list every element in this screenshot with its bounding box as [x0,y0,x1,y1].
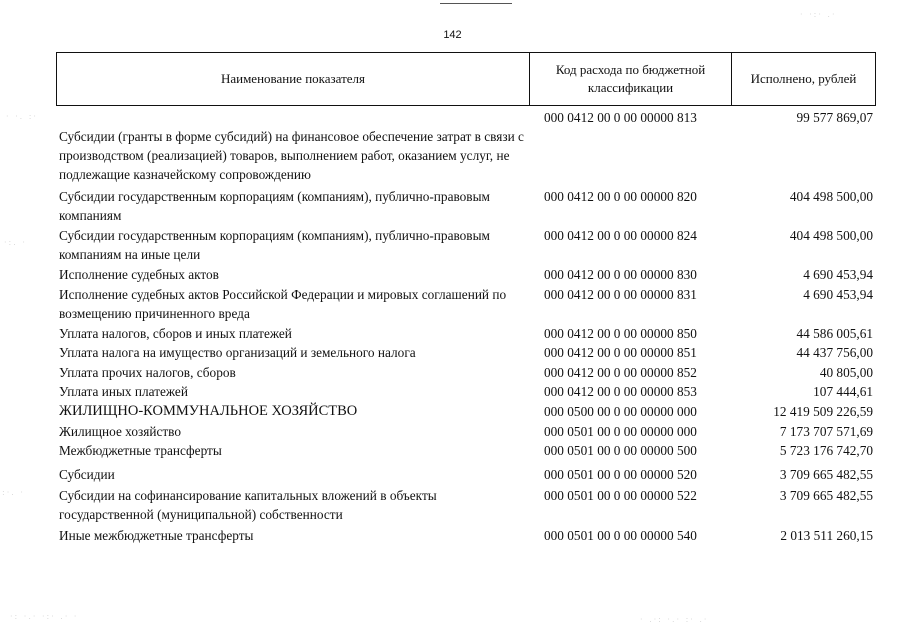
row-name: Субсидии (гранты в форме субсидий) на финансовое обеспечение затрат в связи с производством (реализацией) товаров, выполнением работ, оказанием услуг, не подлежащие казначейскому сопровождению [59,129,524,182]
row-amount: 107 444,61 [813,384,873,399]
row-code: 000 0501 00 0 00 00000 520 [544,467,697,482]
row-amount: 3 709 665 482,55 [779,467,873,482]
row-name: Субсидии государственным корпорациям (компаниям), публично-правовым компаниям на иные цели [59,228,490,262]
row-code: 000 0412 00 0 00 00000 830 [544,267,697,282]
row-amount: 44 437 756,00 [796,345,873,360]
scan-speckle: ·:. · [4,238,27,247]
row-code: 000 0412 00 0 00 00000 831 [544,287,697,302]
row-name: Межбюджетные трансферты [59,443,222,458]
row-code: 000 0412 00 0 00 00000 824 [544,228,697,243]
scan-speckle: :·. · [2,488,25,497]
row-name: Субсидии на софинансирование капитальных вложений в объекты государственной (муниципальной) собственности [59,488,437,522]
row-name: ЖИЛИЩНО-КОММУНАЛЬНОЕ ХОЗЯЙСТВО [59,403,358,419]
row-amount: 40 805,00 [819,365,873,380]
row-amount: 4 690 453,94 [803,287,873,302]
header-amount: Исполнено, рублей [750,71,857,86]
row-amount: 99 577 869,07 [796,110,873,125]
row-amount: 44 586 005,61 [796,326,873,341]
row-name: Субсидии [59,467,115,482]
row-name: Жилищное хозяйство [59,424,181,439]
header-code: Код расхода по бюджетной классификации [530,53,732,105]
row-name: Уплата налога на имущество организаций и земельного налога [59,345,416,360]
row-amount: 404 498 500,00 [789,228,873,243]
scan-top-rule [440,3,512,4]
row-amount: 12 419 509 226,59 [773,404,873,419]
row-amount: 404 498 500,00 [789,189,873,204]
row-amount: 4 690 453,94 [803,267,873,282]
row-name: Субсидии государственным корпорациям (компаниям), публично-правовым компаниям [59,189,490,223]
row-name: Уплата иных платежей [59,384,188,399]
row-code: 000 0412 00 0 00 00000 813 [544,110,697,125]
row-code: 000 0412 00 0 00 00000 852 [544,365,697,380]
table-header [56,52,876,106]
row-amount: 7 173 707 571,69 [779,424,873,439]
scan-speckle: · ·. :· [6,112,38,121]
row-code: 000 0501 00 0 00 00000 540 [544,528,697,543]
row-name: Исполнение судебных актов [59,267,219,282]
row-code: 000 0501 00 0 00 00000 000 [544,424,697,439]
header-name: Наименование показателя [57,53,530,105]
row-code: 000 0412 00 0 00 00000 853 [544,384,697,399]
row-amount: 3 709 665 482,55 [779,488,873,503]
row-code: 000 0412 00 0 00 00000 850 [544,326,697,341]
row-name: Уплата прочих налогов, сборов [59,365,236,380]
row-amount: 5 723 176 742,70 [779,443,873,458]
row-name: Уплата налогов, сборов и иных платежей [59,326,292,341]
row-code: 000 0500 00 0 00 00000 000 [544,404,697,419]
scan-speckle: · .·: ·.· :· .· [640,615,709,624]
row-code: 000 0412 00 0 00 00000 820 [544,189,697,204]
row-code: 000 0501 00 0 00 00000 522 [544,488,697,503]
scan-speckle: · ·:· .· [800,10,837,19]
row-name: Исполнение судебных актов Российской Федерации и мировых соглашений по возмещению причиненного вреда [59,287,507,321]
scan-speckle: ·: ·.· ·:· .· · [10,612,79,621]
row-amount: 2 013 511 260,15 [780,528,873,543]
row-name: Иные межбюджетные трансферты [59,528,254,543]
row-code: 000 0412 00 0 00 00000 851 [544,345,697,360]
row-code: 000 0501 00 0 00 00000 500 [544,443,697,458]
page-number: 142 [443,29,462,41]
